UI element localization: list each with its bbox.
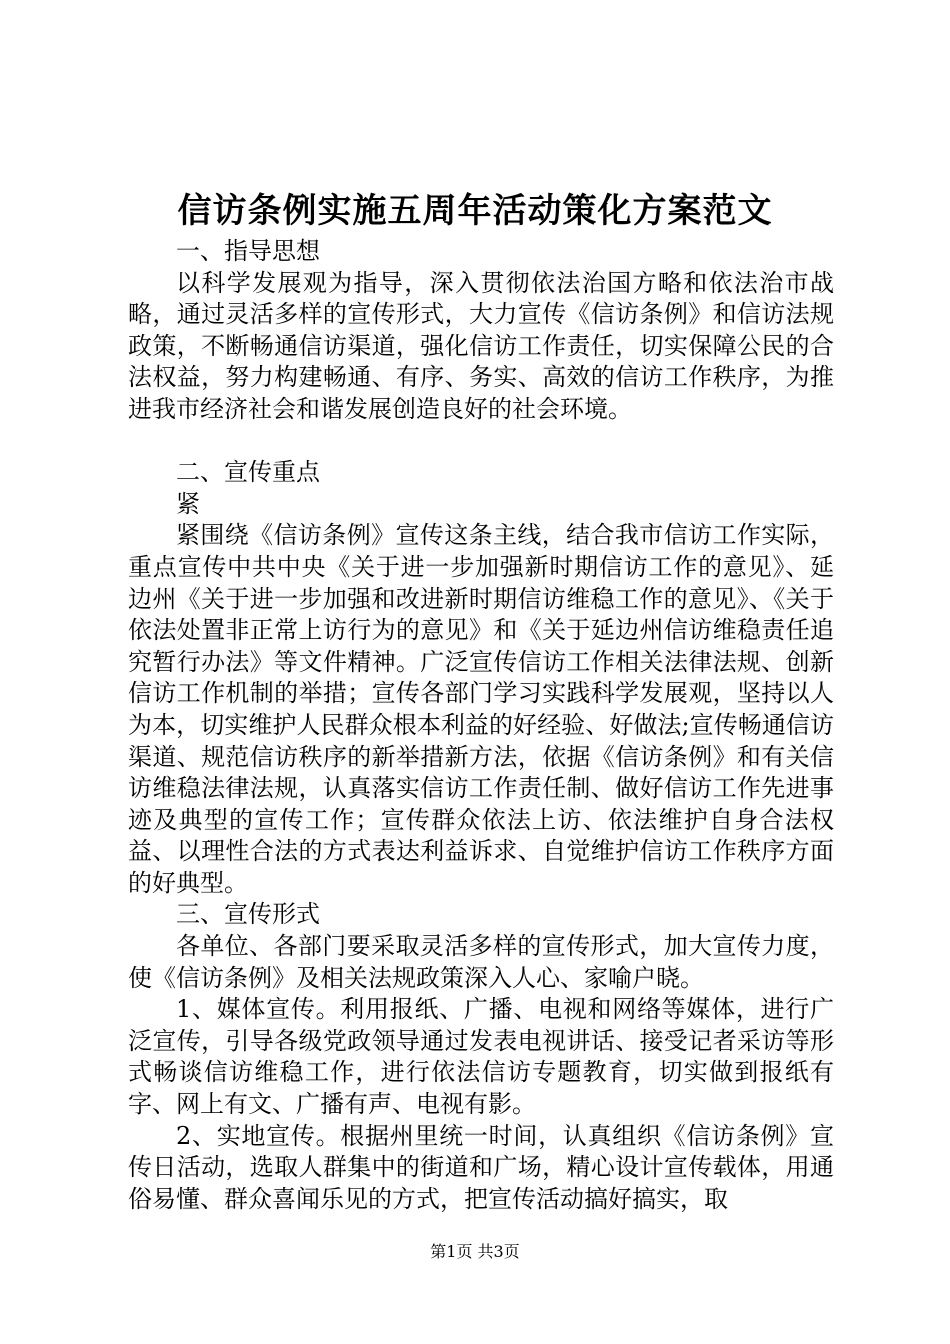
document-title: 信访条例实施五周年活动策化方案范文 xyxy=(177,191,773,231)
document-body xyxy=(128,236,834,1215)
paragraph-guiding-thought: 以科学发展观为指导，深入贯彻依法治国方略和依法治市战略，通过灵活多样的宣传形式，大力宣传《信访条例》和信访法规政策，不断畅通信访渠道，强化信访工作责任，切实保障公民的合法权益，努力构建畅通、有序、务实、高效的信访工作秩序，为推进我市经济社会和谐发展创造良好的社会环境。 xyxy=(128,268,834,423)
stray-character: 紧 xyxy=(176,489,200,518)
section-heading-publicity-focus: 二、宣传重点 xyxy=(176,458,320,487)
paragraph-onsite-publicity: 2、实地宣传。根据州里统一时间，认真组织《信访条例》宣传日活动，选取人群集中的街道和广场，精心设计宣传载体，用通俗易懂、群众喜闻乐见的方式，把宣传活动搞好搞实，取 xyxy=(128,1121,834,1213)
paragraph-publicity-forms-intro: 各单位、各部门要采取灵活多样的宣传形式，加大宣传力度，使《信访条例》及相关法规政策深入人心、家喻户晓。 xyxy=(128,932,834,992)
blank-line xyxy=(128,426,834,458)
section-heading-publicity-forms: 三、宣传形式 xyxy=(176,900,320,929)
page-footer: 第1页 共3页 xyxy=(430,1242,520,1261)
section-heading-guiding-thought: 一、指导思想 xyxy=(176,237,320,265)
paragraph-publicity-focus: 紧围绕《信访条例》宣传这条主线，结合我市信访工作实际，重点宣传中共中央《关于进一步加强新时期信访工作的意见》、延边州《关于进一步加强和改进新时期信访维稳工作的意见》、《关于依法处置非正常上访行为的意见》和《关于延边州信访维稳责任追究暂行办法》等文件精神。广泛宣传信访工作相关法律法规、创新信访工作机制的举措；宣传各部门学习实践科学发展观，坚持以人为本，切实维护人民群众根本利益的好经验、好做法;宣传畅通信访渠道、规范信访秩序的新举措新方法，依据《信访条例》和有关信访维稳法律法规，认真落实信访工作责任制、做好信访工作先进事迹及典型的宣传工作；宣传群众依法上访、依法维护自身合法权益、以理性合法的方式表达利益诉求、自觉维护信访工作秩序方面的好典型。 xyxy=(128,521,834,897)
paragraph-media-publicity: 1、媒体宣传。利用报纸、广播、电视和网络等媒体，进行广泛宣传，引导各级党政领导通过发表电视讲话、接受记者采访等形式畅谈信访维稳工作，进行依法信访专题教育，切实做到报纸有字、网上有文、广播有声、电视有影。 xyxy=(128,995,834,1119)
